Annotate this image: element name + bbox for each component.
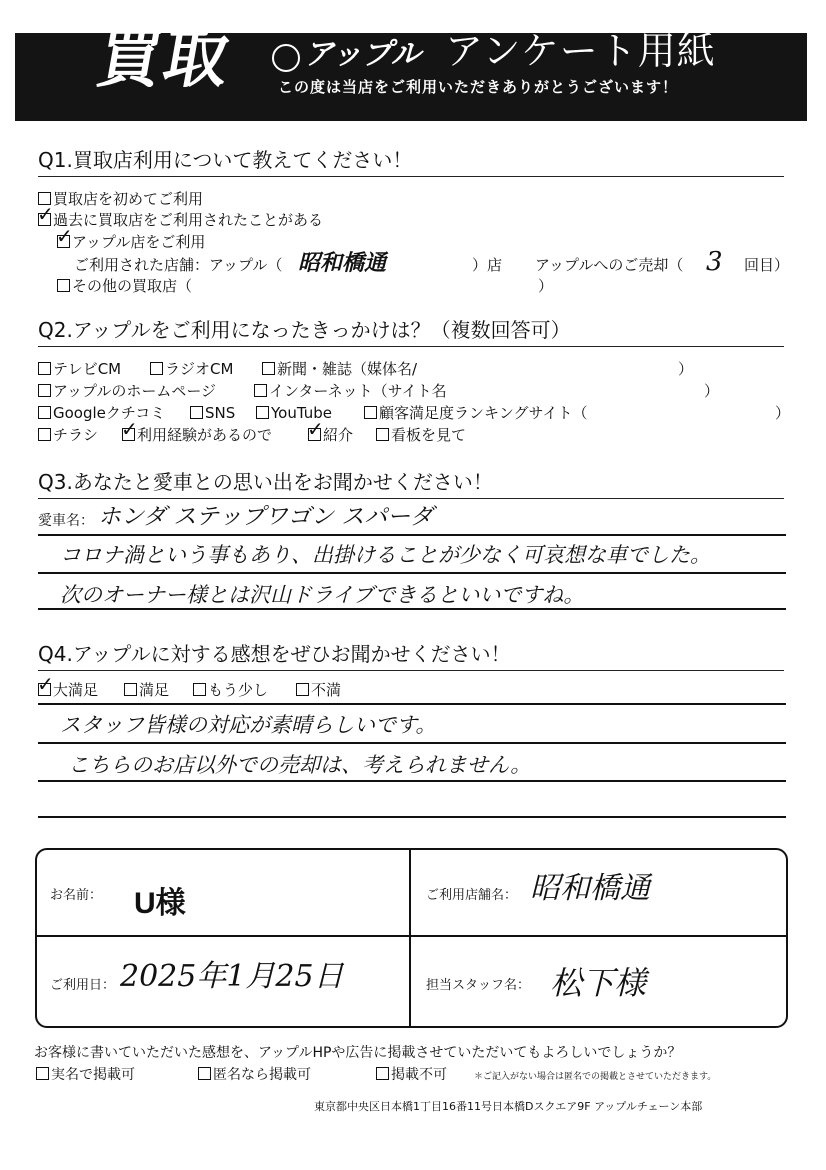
- checkbox-icon[interactable]: [262, 362, 275, 375]
- q2-option-ranking[interactable]: 顧客満足度ランキングサイト（: [364, 404, 588, 422]
- consent-real-name[interactable]: 実名で掲載可: [36, 1066, 135, 1084]
- check-mark-icon: ✓: [56, 224, 73, 248]
- checkbox-icon[interactable]: [150, 362, 163, 375]
- q2-option-signboard[interactable]: 看板を見て: [376, 426, 466, 444]
- form-subtitle: この度は当店をご利用いただきありがとうございます！: [278, 78, 679, 96]
- q2-option-youtube[interactable]: YouTube: [256, 404, 332, 422]
- check-mark-icon: ✓: [37, 202, 54, 226]
- q1-option-past[interactable]: ✓ 過去に買取店をご利用されたことがある: [37, 202, 324, 229]
- q4-impression-line-2[interactable]: こちらのお店以外での売却は、考えられません。: [68, 753, 532, 777]
- q3-memory-line-1[interactable]: コロナ渦という事もあり、出掛けることが少なく可哀想な車でした。: [60, 543, 711, 567]
- q1-rule: [38, 176, 784, 177]
- checkbox-icon[interactable]: [296, 683, 309, 696]
- q2-option-sns[interactable]: SNS: [190, 404, 235, 422]
- q1-title: Q1.買取店利用について教えてください！: [38, 148, 413, 172]
- staff-name-value[interactable]: 松下様: [550, 964, 647, 1002]
- q2-title: Q2.アップルをご利用になったきっかけは？（複数回答可）: [38, 318, 571, 342]
- q4-rule: [38, 670, 784, 671]
- form-title: アンケート用紙: [445, 29, 716, 73]
- q4-impression-line-1[interactable]: スタッフ皆様の対応が素晴らしいです。: [60, 713, 437, 737]
- q3-car-value[interactable]: ホンダ ステップワゴン スパーダ: [98, 504, 434, 530]
- checkbox-icon[interactable]: [190, 406, 203, 419]
- q2-internet-close: ）: [704, 382, 720, 400]
- q3-car-label: 愛車名：: [38, 513, 94, 529]
- store-name-label: ご利用店舗名：: [426, 888, 518, 903]
- q1-count-value[interactable]: 3: [706, 247, 723, 277]
- q4-option-somewhat[interactable]: もう少し: [193, 681, 268, 699]
- kaitori-title: 買取: [91, 23, 237, 97]
- staff-name-label: 担当スタッフ名：: [426, 978, 531, 993]
- checkbox-icon[interactable]: [256, 406, 269, 419]
- checkbox-icon[interactable]: [38, 428, 51, 441]
- checkbox-icon[interactable]: [376, 428, 389, 441]
- q1-store-suffix: ）店: [472, 256, 503, 274]
- q1-count-suffix: 回目）: [744, 256, 790, 274]
- checkbox-icon[interactable]: [37, 672, 54, 696]
- q3-write-line: [38, 534, 786, 536]
- q2-option-referral[interactable]: ✓ 紹介: [307, 417, 354, 444]
- q4-option-satisfied[interactable]: 満足: [124, 681, 169, 699]
- q3-title: Q3.あなたと愛車との思い出をお聞かせください！: [38, 470, 493, 494]
- checkbox-icon[interactable]: [36, 1067, 49, 1080]
- q4-option-very-satisfied[interactable]: ✓ 大満足: [37, 672, 99, 699]
- checkbox-icon[interactable]: [38, 384, 51, 397]
- q4-write-line: [38, 816, 786, 818]
- checkbox-icon[interactable]: [198, 1067, 211, 1080]
- customer-info-box: [35, 848, 788, 1028]
- brand-logo: アップル: [304, 37, 421, 72]
- q2-option-google[interactable]: Googleクチコミ: [38, 404, 165, 422]
- q1-store-value[interactable]: 昭和橋通: [298, 250, 387, 276]
- q4-write-line: [38, 742, 786, 744]
- checkbox-icon[interactable]: [56, 224, 73, 248]
- q1-option-first[interactable]: 買取店を初めてご利用: [38, 190, 203, 208]
- q3-write-line: [38, 608, 786, 610]
- q1-count-label: アップルへのご売却（: [535, 256, 684, 274]
- checkbox-icon[interactable]: [376, 1067, 389, 1080]
- q2-option-news[interactable]: 新聞・雑誌（媒体名/: [262, 360, 417, 378]
- name-label: お名前：: [50, 888, 103, 903]
- consent-not-allowed[interactable]: 掲載不可: [376, 1066, 447, 1084]
- q3-memory-line-2[interactable]: 次のオーナー様とは沢山ドライブできるといいですね。: [60, 583, 585, 607]
- box-divider-horizontal: [35, 935, 786, 937]
- box-divider-vertical: [409, 848, 411, 1028]
- q2-option-flyer[interactable]: チラシ: [38, 426, 98, 444]
- q2-option-internet[interactable]: インターネット（サイト名: [254, 382, 447, 400]
- checkbox-icon[interactable]: [121, 417, 138, 441]
- q2-option-tv[interactable]: テレビCM: [38, 360, 121, 378]
- usage-date-value[interactable]: 2025年1月25日: [120, 959, 344, 994]
- checkbox-icon[interactable]: [57, 279, 70, 292]
- checkbox-icon[interactable]: [38, 362, 51, 375]
- check-mark-icon: ✓: [121, 417, 138, 441]
- q1-store-label: ご利用された店舗：アップル（: [74, 256, 283, 274]
- q4-write-line: [38, 780, 786, 782]
- checkbox-icon[interactable]: [38, 406, 51, 419]
- consent-question: お客様に書いていただいた感想を、アップルHPや広告に掲載させていただいてもよろしいでしょうか？: [34, 1045, 682, 1061]
- q2-option-radio[interactable]: ラジオCM: [150, 360, 233, 378]
- q4-option-dissatisfied[interactable]: 不満: [296, 681, 341, 699]
- q1-other-close: ）: [538, 277, 554, 295]
- q1-option-other[interactable]: その他の買取店（: [57, 277, 192, 295]
- consent-anonymous[interactable]: 匿名なら掲載可: [198, 1066, 311, 1084]
- q1-option-apple[interactable]: ✓ アップル店をご利用: [56, 224, 206, 251]
- checkbox-icon[interactable]: [364, 406, 377, 419]
- checkbox-icon[interactable]: [124, 683, 137, 696]
- name-value[interactable]: U様: [134, 887, 186, 920]
- store-name-value[interactable]: 昭和橋通: [530, 871, 650, 906]
- checkbox-icon[interactable]: [37, 202, 54, 226]
- q2-option-experience[interactable]: ✓ 利用経験があるので: [121, 417, 273, 444]
- q2-ranking-close: ）: [775, 404, 791, 422]
- check-mark-icon: ✓: [37, 672, 54, 696]
- consent-note: ＊ご記入がない場合は匿名での掲載とさせていただきます。: [474, 1072, 717, 1082]
- q2-rule: [38, 346, 784, 347]
- checkbox-icon[interactable]: [307, 417, 324, 441]
- q2-news-close: ）: [678, 360, 694, 378]
- q2-option-homepage[interactable]: アップルのホームページ: [38, 382, 216, 400]
- q3-rule: [38, 498, 784, 499]
- q4-title: Q4.アップルに対する感想をぜひお聞かせください！: [38, 642, 511, 666]
- usage-date-label: ご利用日：: [50, 978, 116, 993]
- company-address: 東京都中央区日本橋1丁目16番11号日本橋Dスクエア9F アップルチェーン本部: [314, 1100, 703, 1113]
- checkbox-icon[interactable]: [254, 384, 267, 397]
- checkbox-icon[interactable]: [193, 683, 206, 696]
- q3-write-line: [38, 572, 786, 574]
- check-mark-icon: ✓: [307, 417, 324, 441]
- q4-write-line: [38, 703, 786, 705]
- apple-logo-icon: [272, 44, 300, 72]
